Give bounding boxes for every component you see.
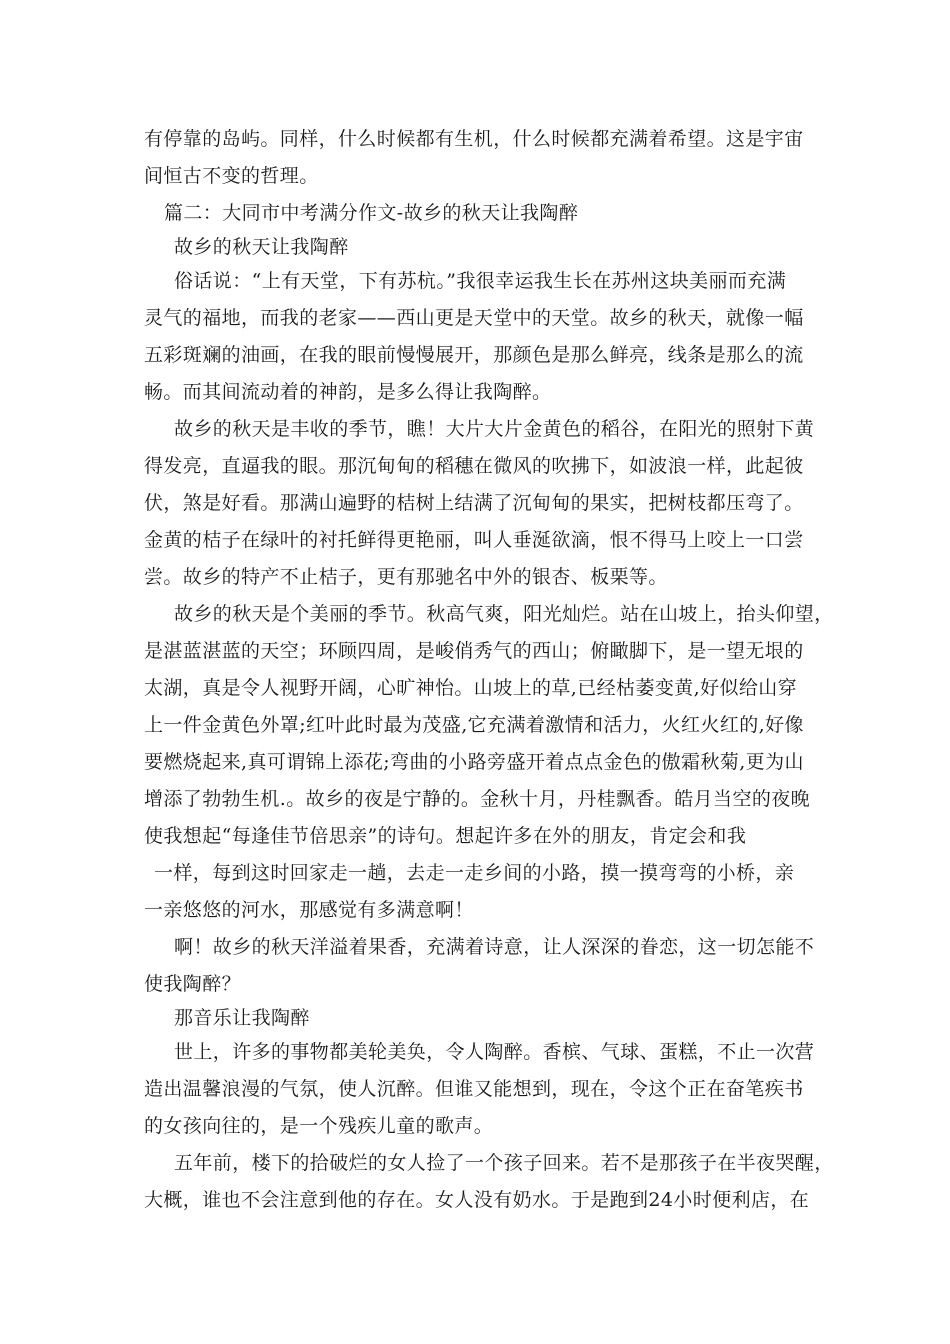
essay-title: 那音乐让我陶醉	[174, 1007, 310, 1029]
text-line: 伏，煞是好看。那满山遍野的桔树上结满了沉甸甸的果实，把树枝都压弯了。	[144, 492, 804, 514]
text-line: 得发亮，直逼我的眼。那沉甸甸的稻穗在微风的吹拂下，如波浪一样，此起彼	[144, 455, 804, 477]
text-line: 间恒古不变的哲理。	[144, 165, 319, 187]
text-line: 造出温馨浪漫的气氛，使人沉醉。但谁又能想到，现在，令这个正在奋笔疾书	[144, 1078, 804, 1100]
text-line: 故乡的秋天是个美丽的季节。秋高气爽，阳光灿烂。站在山坡上，抬头仰望，	[174, 603, 834, 625]
text-line: 一亲悠悠的河水，那感觉有多满意啊！	[144, 899, 474, 921]
text-line: 俗话说：“上有天堂，下有苏杭。”我很幸运我生长在苏州这块美丽而充满	[174, 270, 787, 292]
text-line: 尝。故乡的特产不止桔子，更有那驰名中外的银杏、板栗等。	[144, 566, 668, 588]
text-line: 金黄的桔子在绿叶的衬托鲜得更艳丽，叫人垂涎欲滴，恨不得马上咬上一口尝	[144, 529, 804, 551]
text-line: 使我想起“每逢佳节倍思亲”的诗句。想起许多在外的朋友，肯定会和我	[144, 825, 747, 847]
text-line: 一样，每到这时回家走一趟，去走一走乡间的小路，摸一摸弯弯的小桥，亲	[154, 862, 795, 884]
text-line: 是湛蓝湛蓝的天空；环顾四周，是峻俏秀气的西山；俯瞰脚下，是一望无垠的	[144, 640, 804, 662]
text-line: 大概，谁也不会注意到他的存在。女人没有奶水。于是跑到24小时便利店，在	[144, 1189, 810, 1211]
text-line: 啊！故乡的秋天洋溢着果香，充满着诗意，让人深深的眷恋，这一切怎能不	[174, 936, 815, 958]
text-line: 故乡的秋天是丰收的季节，瞧！大片大片金黄色的稻谷，在阳光的照射下黄	[174, 418, 815, 440]
text-line: 使我陶醉？	[144, 973, 242, 995]
text-line: 的女孩向往的，是一个残疾儿童的歌声。	[144, 1115, 494, 1137]
text-line: 灵气的福地，而我的老家——西山更是天堂中的天堂。故乡的秋天，就像一幅	[144, 307, 804, 329]
text-line: 畅。而其间流动着的神韵，是多么得让我陶醉。	[144, 381, 552, 403]
text-line: 太湖，真是令人视野开阔，心旷神怡。山坡上的草,已经枯萎变黄,好似给山穿	[144, 677, 798, 699]
text-line: 五年前，楼下的拾破烂的女人捡了一个孩子回来。若不是那孩子在半夜哭醒，	[174, 1152, 834, 1174]
text-line: 有停靠的岛屿。同样，什么时候都有生机，什么时候都充满着希望。这是宇宙	[144, 128, 804, 150]
text-line: 五彩斑斓的油画，在我的眼前慢慢展开，那颜色是那么鲜亮，线条是那么的流	[144, 344, 804, 366]
text-line: 世上，许多的事物都美轮美奂，令人陶醉。香槟、气球、蛋糕，不止一次营	[174, 1041, 815, 1063]
text-line: 要燃烧起来,真可谓锦上添花;弯曲的小路旁盛开着点点金色的傲霜秋菊,更为山	[144, 751, 804, 773]
text-line: 上一件金黄色外罩;红叶此时最为茂盛,它充满着激情和活力，火红火红的,好像	[144, 714, 804, 736]
text-line: 增添了勃勃生机.。故乡的夜是宁静的。金秋十月，丹桂飘香。皓月当空的夜晚	[144, 788, 811, 810]
essay-title: 故乡的秋天让我陶醉	[174, 236, 349, 258]
section-heading: 篇二：大同市中考满分作文-故乡的秋天让我陶醉	[164, 202, 579, 224]
